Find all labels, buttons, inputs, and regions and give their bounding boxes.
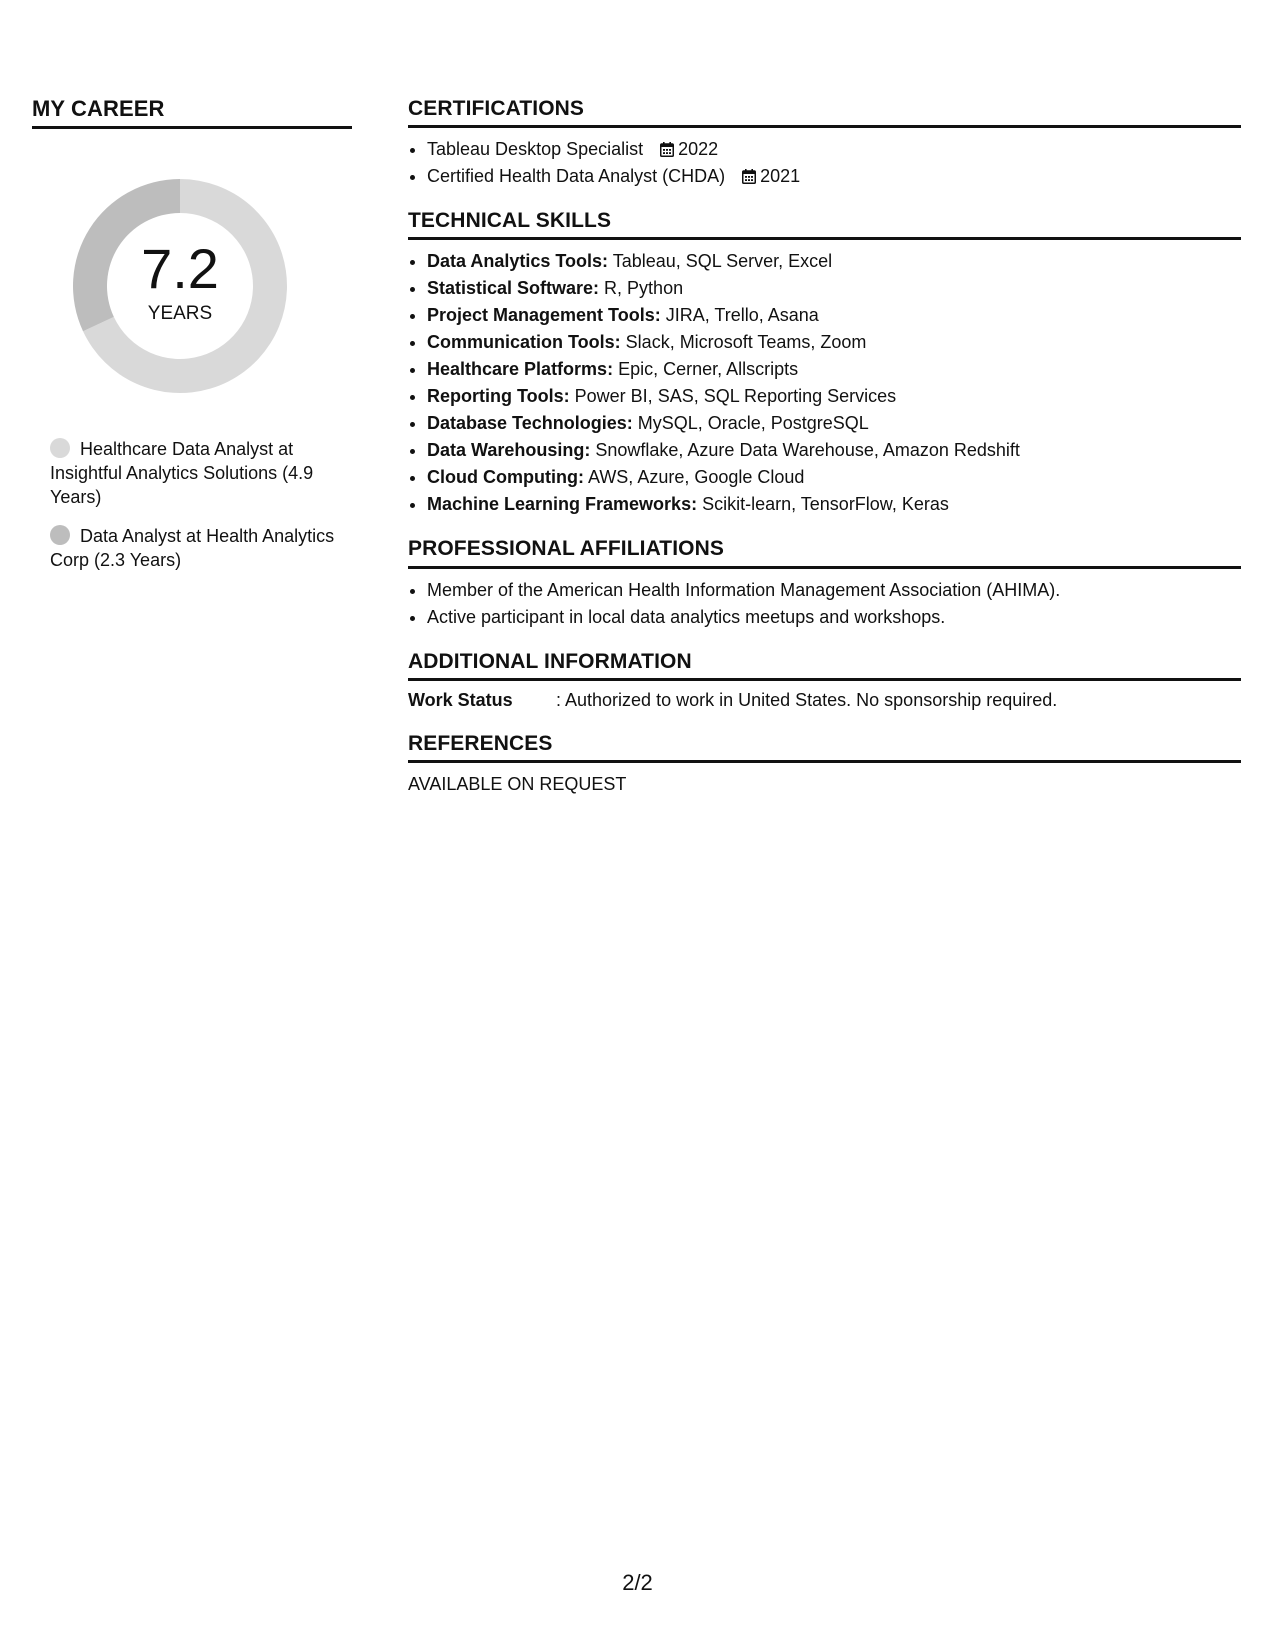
skill-item [427,356,1241,383]
skill-value: Power BI, SAS, SQL Reporting Services [569,386,897,407]
skill-label: Project Management Tools: [427,305,661,326]
career-donut-chart [65,171,295,401]
skills-list [408,248,1241,518]
certification-item [427,163,1241,190]
resume-main [408,96,1241,815]
certification-name: Tableau Desktop Specialist [427,139,644,160]
affiliation-item: • Active participant in local data analytics meetups and workshops. [427,604,1241,631]
calendar-icon [660,142,674,157]
skill-item [427,383,1241,410]
skill-item [427,410,1241,437]
certification-year: 2022 [678,139,719,160]
affiliations-title: PROFESSIONAL AFFILIATIONS [408,536,1241,568]
technical-skills-section [408,208,1241,518]
calendar-icon [742,169,756,184]
page-number: 2/2 [622,1570,653,1595]
skill-label: Data Warehousing: [427,440,591,461]
skill-label: Database Technologies: [427,413,633,434]
certification-name: Certified Health Data Analyst (CHDA) [427,166,726,187]
total-years-value: 7.2 [141,237,219,301]
skill-value: Epic, Cerner, Allscripts [613,359,799,380]
work-status-value: : Authorized to work in United States. No sponsorship required. [556,689,1058,710]
skill-label: Cloud Computing: [427,467,584,488]
career-title: MY CAREER [32,96,352,129]
total-years-unit: YEARS [147,303,213,325]
certifications-title: CERTIFICATIONS [408,96,1241,128]
legend-item-2 [50,524,340,572]
additional-info-title: ADDITIONAL INFORMATION [408,649,1241,681]
legend-dot-icon [50,438,70,458]
skill-value: Tableau, SQL Server, Excel [608,251,833,272]
career-legend [32,437,340,572]
skill-value: Scikit-learn, TensorFlow, Keras [697,494,949,515]
affiliation-item: • Member of the American Health Information Management Association (AHIMA). [427,577,1241,604]
work-status-row [408,687,1241,713]
additional-info-section [408,649,1241,713]
references-title: REFERENCES [408,731,1241,763]
skill-label: Machine Learning Frameworks: [427,494,698,515]
skill-label: Data Analytics Tools: [427,251,609,272]
work-status-label: Work Status [408,689,513,710]
technical-skills-title: TECHNICAL SKILLS [408,208,1241,240]
skill-value: Snowflake, Azure Data Warehouse, Amazon Redshift [590,440,1020,461]
skill-value: R, Python [599,278,684,299]
skill-item [427,275,1241,302]
skill-value: Slack, Microsoft Teams, Zoom [620,332,867,353]
legend-dot-icon [50,525,70,545]
donut-center [65,237,295,325]
certification-item [427,136,1241,163]
skill-item [427,302,1241,329]
skill-value: AWS, Azure, Google Cloud [583,467,805,488]
skill-item [427,491,1241,518]
certification-year: 2021 [760,166,801,187]
skill-item [427,464,1241,491]
legend-item-1 [50,437,340,509]
certifications-section [408,96,1241,190]
skill-value: MySQL, Oracle, PostgreSQL [632,413,869,434]
affiliations-list [408,577,1241,631]
certifications-list [408,136,1241,190]
affiliations-section [408,536,1241,630]
skill-label: Healthcare Platforms: [427,359,614,380]
skill-label: Communication Tools: [427,332,621,353]
legend-text: Data Analyst at Health Analytics Corp (2.3 Years) [50,526,335,571]
references-section [408,731,1241,797]
skill-label: Statistical Software: [427,278,600,299]
skill-item [427,329,1241,356]
skill-label: Reporting Tools: [427,386,570,407]
skill-value: JIRA, Trello, Asana [660,305,819,326]
career-sidebar [32,96,352,587]
references-text: AVAILABLE ON REQUEST [408,773,627,794]
skill-item [427,437,1241,464]
legend-text: Healthcare Data Analyst at Insightful Analytics Solutions (4.9 Years) [50,439,314,508]
skill-item [427,248,1241,275]
